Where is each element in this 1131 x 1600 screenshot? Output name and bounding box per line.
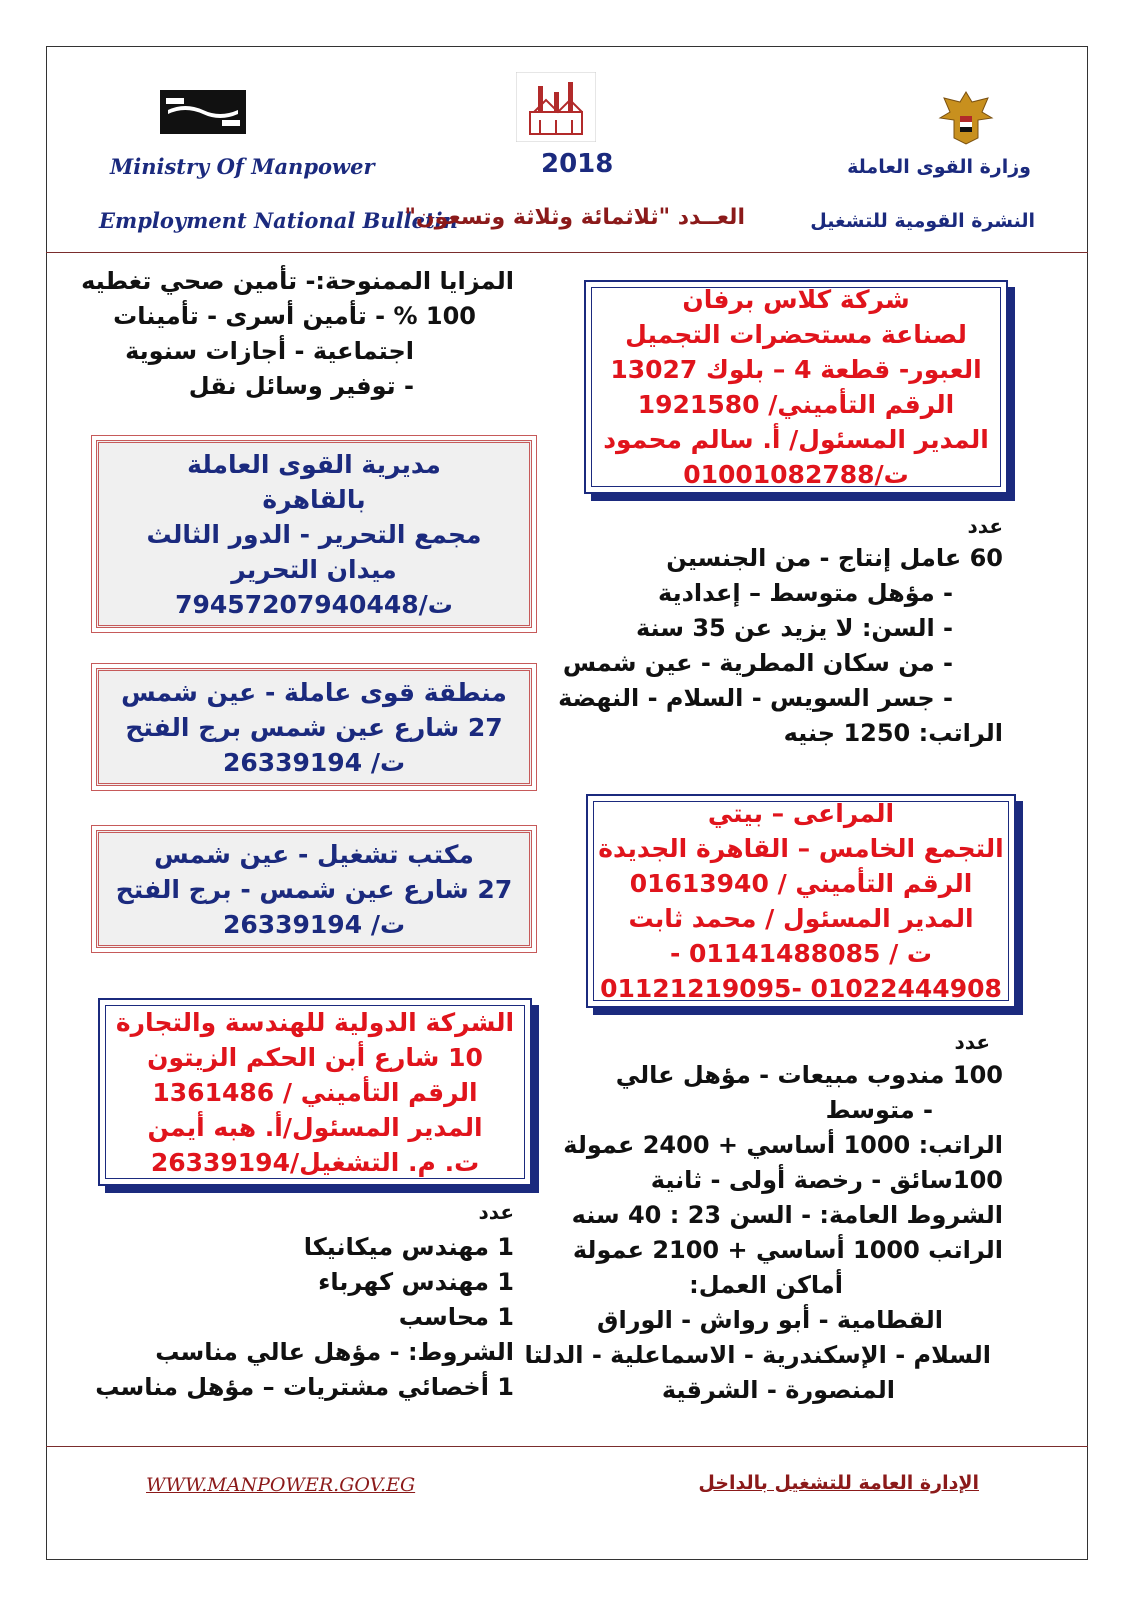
eagle-emblem-icon xyxy=(938,88,994,148)
job-list-international-engineering xyxy=(94,1230,514,1405)
job-line: 1 محاسب xyxy=(398,1303,514,1331)
company-phone-extra: 01022444908 -01121219095 xyxy=(600,974,1002,1003)
job-line: 100 مندوب مبيعات - مؤهل عالي xyxy=(615,1061,1003,1089)
job-line: السلام - الإسكندرية - الاسماعلية - الدلتا xyxy=(524,1341,991,1369)
office-card-ainshams-region xyxy=(96,668,532,786)
office-card-cairo xyxy=(96,440,532,628)
office-city: بالقاهرة xyxy=(262,484,366,514)
company-insurance-number: الرقم التأميني / 01613940 xyxy=(629,869,973,898)
company-manager: المدير المسئول/أ. هبه أيمن xyxy=(147,1112,483,1142)
footer-department: الإدارة العامة للتشغيل بالداخل xyxy=(698,1472,979,1494)
job-list-almarai xyxy=(524,1058,1003,1408)
company-card-international-engineering xyxy=(98,998,532,1186)
issue-number: العــدد "ثلاثمائة وثلاثة وتسعون" xyxy=(404,205,745,230)
benefits-line: المزايا الممنوحة:- تأمين صحي تغطيه xyxy=(81,267,514,295)
job-line: 1 مهندس ميكانيكا xyxy=(303,1233,514,1261)
office-address: مجمع التحرير - الدور الثالث xyxy=(146,519,482,549)
factory-logo xyxy=(516,72,596,142)
company-manager: المدير المسئول / محمد ثابت xyxy=(628,904,974,933)
header-divider xyxy=(46,252,1088,253)
job-line: الراتب: 1000 أساسي + 2400 عمولة xyxy=(563,1131,1003,1159)
office-phone: ت/ 26339194 xyxy=(222,909,406,939)
count-header: عدد xyxy=(478,1200,514,1224)
job-line: 60 عامل إنتاج - من الجنسين xyxy=(666,544,1003,572)
benefits-line: اجتماعية - أجازات سنوية xyxy=(125,337,414,365)
job-line: - السن: لا يزيد عن 35 سنة xyxy=(636,614,953,642)
company-card-almarai xyxy=(586,794,1016,1008)
job-line: الشروط العامة: - السن 23 : 40 سنه xyxy=(571,1201,1003,1229)
office-address: 27 شارع عين شمس برج الفتح xyxy=(125,712,503,742)
company-insurance-number: الرقم التأميني/ 1921580 xyxy=(637,390,955,419)
job-line: المنصورة - الشرقية xyxy=(661,1376,895,1404)
bulletin-name-ar: النشرة القومية للتشغيل xyxy=(810,210,1035,232)
office-square: ميدان التحرير xyxy=(231,554,397,584)
year: 2018 xyxy=(541,149,614,179)
bulletin-name-en: Employment National Bulletin xyxy=(99,208,458,233)
count-header: عدد xyxy=(954,1030,990,1054)
job-line: - جسر السويس - السلام - النهضة xyxy=(558,684,953,712)
company-card-class-parfum xyxy=(584,280,1008,494)
job-line: - متوسط xyxy=(825,1096,933,1124)
job-line: الشروط: - مؤهل عالي مناسب xyxy=(155,1338,514,1366)
job-line: 100سائق - رخصة أولى - ثانية xyxy=(650,1166,1003,1194)
job-list-class-parfum xyxy=(558,541,1003,751)
ministry-name-en: Ministry Of Manpower xyxy=(110,154,375,179)
job-line: 1 أخصائي مشتريات – مؤهل مناسب xyxy=(95,1373,514,1401)
office-phone: ت/79457207940448 xyxy=(175,589,453,619)
company-address: التجمع الخامس – القاهرة الجديدة xyxy=(598,834,1004,863)
company-address: العبور- قطعة 4 – بلوك 13027 xyxy=(610,355,982,384)
company-phone: ت/01001082788 xyxy=(683,460,909,489)
company-manager: المدير المسئول/ أ. سالم محمود xyxy=(603,425,989,454)
company-name: المراعى – بيتي xyxy=(707,799,895,828)
office-name: منطقة قوى عاملة - عين شمس xyxy=(121,677,507,707)
job-line: أماكن العمل: xyxy=(689,1271,843,1299)
job-line: - من سكان المطرية - عين شمس xyxy=(562,649,953,677)
company-insurance-number: الرقم التأميني / 1361486 xyxy=(152,1077,478,1107)
company-activity: لصناعة مستحضرات التجميل xyxy=(625,320,967,349)
benefits-text xyxy=(81,264,514,404)
benefits-line: 100 % - تأمين أسرى - تأمينات xyxy=(113,302,476,330)
office-address: 27 شارع عين شمس - برج الفتح xyxy=(115,874,513,904)
job-line: القطامية - أبو رواش - الوراق xyxy=(597,1306,943,1334)
benefits-line: - توفير وسائل نقل xyxy=(188,372,414,400)
company-name: الشركة الدولية للهندسة والتجارة xyxy=(115,1007,515,1037)
office-card-ainshams-employment xyxy=(96,830,532,948)
footer-url[interactable]: WWW.MANPOWER.GOV.EG xyxy=(146,1474,416,1496)
ministry-name-ar: وزارة القوى العاملة xyxy=(847,156,1031,178)
bulletin-logo xyxy=(160,90,246,134)
company-address: 10 شارع أبن الحكم الزيتون xyxy=(147,1042,483,1072)
job-line: الراتب 1000 أساسي + 2100 عمولة xyxy=(572,1236,1003,1264)
company-phone: ت. م. التشغيل/26339194 xyxy=(150,1147,480,1177)
count-header: عدد xyxy=(967,514,1003,538)
footer-divider xyxy=(46,1446,1088,1447)
office-phone: ت/ 26339194 xyxy=(222,747,406,777)
job-line: - مؤهل متوسط – إعدادية xyxy=(658,579,953,607)
company-name: شركة كلاس برفان xyxy=(682,285,910,314)
job-line: الراتب: 1250 جنيه xyxy=(783,719,1003,747)
company-phone: ت / 01141488085 - xyxy=(669,939,933,968)
office-name: مديرية القوى العاملة xyxy=(187,449,441,479)
job-line: 1 مهندس كهرباء xyxy=(318,1268,514,1296)
office-name: مكتب تشغيل - عين شمس xyxy=(154,839,474,869)
